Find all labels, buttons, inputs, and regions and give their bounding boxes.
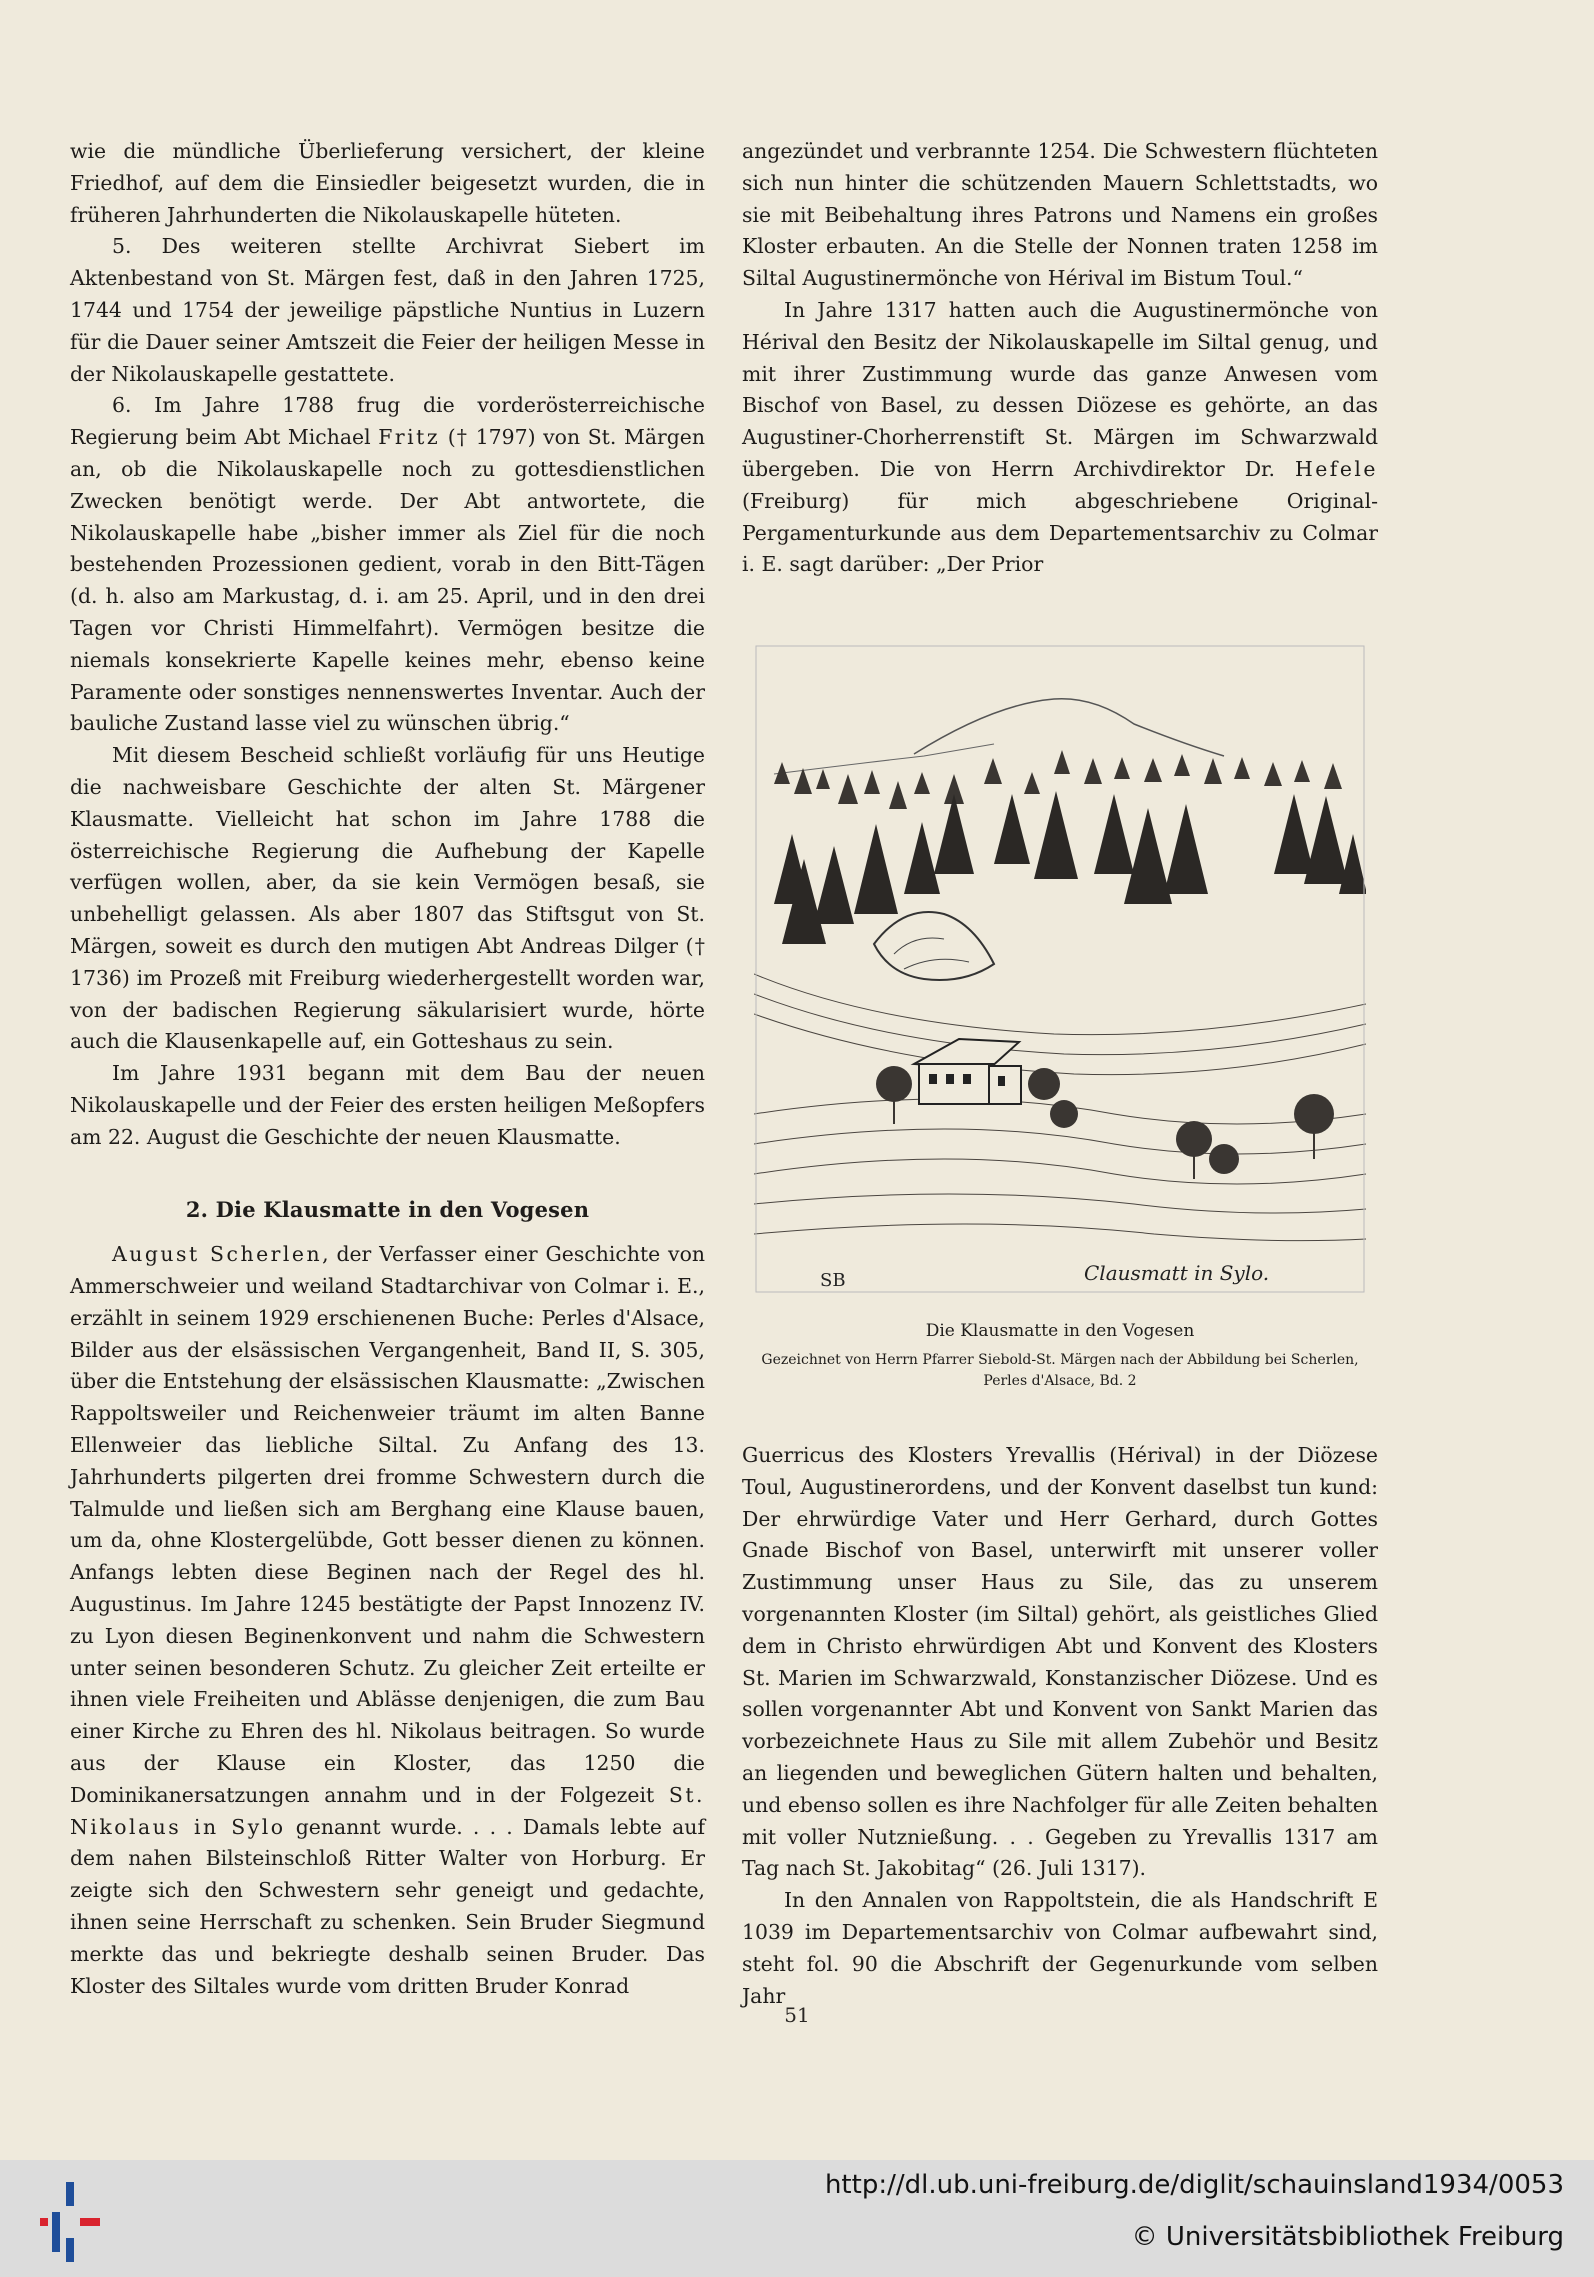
section-heading: 2. Die Klausmatte in den Vogesen — [185, 1196, 590, 1222]
text-run: genannt wurde. . . . Damals lebte auf dem nahen Bilsteinschloß Ritter Walter von Horburg. Er zeigte sich den Schwestern sehr geneigt und gedachte, ihnen seine Herrschaft zu schenken. Sein Bruder Siegmund merkte das und bekriegte deshalb seinen Bruder. Das Kloster des Siltales wurde vom dritten Bruder Konrad — [70, 1814, 705, 1998]
text-run: In Jahre 1317 hatten auch die Augustinermönche von Hérival den Besitz der Nikolauskapelle im Siltal genug, und mit ihrer Zustimmung wurde das ganze Anwesen vom Bischof von Basel, zu dessen Diözese es gehörte, an das Augustiner-Chorherrenstift St. Märgen im Schwarzwald übergeben. Die von Herrn Archivdirektor Dr. — [742, 297, 1378, 481]
text-run: , der Verfasser einer Geschichte von Ammerschweier und weiland Stadtarchivar von Colmar i. E., erzählt in seinem 1929 erschienenen Buche: Perles d'Alsace, Bilder aus der elsässischen Vergangenheit, Band II, S. 305, über die Entstehung der elsässischen Klausmatte: „Zwischen Rappoltsweiler und Reichenweier träumt im alten Banne Ellenweier das liebliche Siltal. Zu Anfang des 13. Jahrhunderts pilgerten drei fromme Schwestern durch die Talmulde und ließen sich am Berghang eine Klause bauen, um da, ohne Klostergelübde, Gott besser dienen zu können. Anfangs lebten diese Beginen nach der Regel des hl. Augustinus. Im Jahre 1245 bestätigte der Papst Innozenz IV. zu Lyon diesen Beginenkonvent und nahm die Schwestern unter seinen besonderen Schutz. Zu gleicher Zeit erteilte er ihnen viele Freiheiten und Ablässe denjenigen, die zum Bau einer Kirche zu Ehren des hl. Nikolaus beitragen. So wurde aus der Klause ein Kloster, das 1250 die Dominikanersatzungen annahm und in der Folgezeit — [70, 1242, 705, 1807]
paragraph: Guerricus des Klosters Yrevallis (Hérival) in der Diözese Toul, Augustinerordens, und der Konvent daselbst tun kund: Der ehrwürdige Vater und Herr Gerhard, durch Gottes Gnade Bischof von Basel, unterwirft mit unserer voller Zustimmung unser Haus zu Sile, das zu unserem vorgenannten Kloster (im Siltal) gehört, als geistliches Glied dem in Christo ehrwürdigen Abt und Konvent des Klosters St. Marien im Schwarzwald, Konstanzischer Diözese. Und es sollen vorgenannter Abt und Konvent von Sankt Marien das vorbezeichnete Haus zu Sile mit allem Zubehör und Besitz an liegenden und beweglichen Gütern halten und behalten, und ebenso sollen es ihre Nachfolger für alle Zeiten behalten mit voller Nutznießung. . . Gegeben zu Yrevallis 1317 am Tag nach St. Jakobitag“ (26. Juli 1317). — [742, 1443, 1378, 1881]
paragraph: wie die mündliche Überlieferung versichert, der kleine Friedhof, auf dem die Einsiedler beigesetzt wurden, die in früheren Jahrhunderten die Nikolauskapelle hüteten. — [70, 139, 705, 227]
source-url[interactable]: http://dl.ub.uni-freiburg.de/diglit/schauinsland1934/0053 — [824, 2170, 1564, 2200]
paragraph: In den Annalen von Rappoltstein, die als Handschrift E 1039 im Departementsarchiv von Colmar aufbewahrt sind, steht fol. 90 die Abschrift der Gegenurkunde vom selben Jahr — [742, 1888, 1378, 2008]
paragraph: angezündet und verbrannte 1254. Die Schwestern flüchteten sich nun hinter die schützenden Mauern Schlettstadts, wo sie mit Beibehaltung ihres Patrons und Namens ein großes Kloster erbauten. An die Stelle der Nonnen traten 1258 im Siltal Augustinermönche von Hérival im Bistum Toul.“ — [742, 139, 1378, 291]
paragraph: Im Jahre 1931 begann mit dem Bau der neuen Nikolauskapelle und der Feier des ersten heiligen Meßopfers am 22. August die Geschichte der neuen Klausmatte. — [70, 1061, 705, 1149]
person-name: Hefele — [1294, 456, 1378, 481]
credit-line: Perles d'Alsace, Bd. 2 — [983, 1373, 1137, 1389]
library-footer — [0, 2160, 1594, 2277]
text-run: († 1797) von St. Märgen an, ob die Nikolauskapelle noch zu gottesdienstlichen Zwecken benötigt werde. Der Abt antwortete, die Nikolauskapelle habe „bisher immer als Ziel für die noch bestehenden Prozessionen gedient, vorab in den Bitt-Tägen (d. h. also am Markustag, d. i. am 25. April, und in den drei Tagen vor Christi Himmelfahrt). Vermögen besitze die niemals konsekrierte Kapelle keines mehr, ebenso keine Paramente oder sonstiges nennenswertes Inventar. Auch der bauliche Zustand lasse viel zu wünschen übrig.“ — [70, 425, 705, 736]
paragraph — [70, 1239, 705, 2002]
library-logo-icon — [40, 2182, 100, 2262]
paragraph — [70, 390, 705, 740]
landscape-illustration — [742, 618, 1378, 1410]
right-column-upper — [742, 136, 1378, 581]
person-name: Fritz — [378, 425, 441, 450]
figure-credit — [742, 1350, 1378, 1392]
paragraph: Mit diesem Bescheid schließt vorläufig für uns Heutige die nachweisbare Geschichte der alten St. Märgener Klausmatte. Vielleicht hat schon im Jahre 1788 die österreichische Regierung die Aufhebung der Kapelle verfügen wollen, aber, da sie kein Vermögen besaß, sie unbehelligt gelassen. Als aber 1807 das Stiftsgut von St. Märgen, soweit es durch den mutigen Abt Andreas Dilger († 1736) im Prozeß mit Freiburg wiederhergestellt worden war, von der badischen Regierung säkularisiert wurde, hörte auch die Klausenkapelle auf, ein Gotteshaus zu sein. — [70, 743, 705, 1054]
text-run: (Freiburg) für mich abgeschriebene Original-Pergamenturkunde aus dem Departementsarchiv zu Colmar i. E. sagt darüber: „Der Prior — [742, 488, 1378, 577]
paragraph — [742, 295, 1378, 581]
ink-drawing — [754, 644, 1366, 1294]
page-number: 51 — [784, 2003, 810, 2027]
copyright-notice: © Universitätsbibliothek Freiburg — [1131, 2222, 1564, 2252]
artist-monogram: SB — [820, 1270, 846, 1291]
credit-line: Gezeichnet von Herrn Pfarrer Siebold-St. Märgen nach der Abbildung bei Scherlen, — [761, 1352, 1359, 1368]
drawing-signature: Clausmatt in Sylo. — [1084, 1261, 1270, 1285]
left-column — [70, 136, 705, 2002]
figure-caption: Die Klausmatte in den Vogesen — [925, 1321, 1195, 1341]
place-name: St. Nikolaus in Sylo — [70, 1782, 705, 1839]
right-column-lower — [742, 1440, 1378, 2012]
paragraph: 5. Des weiteren stellte Archivrat Siebert im Aktenbestand von St. Märgen fest, daß in den Jahren 1725, 1744 und 1754 der jeweilige päpstliche Nuntius in Luzern für die Dauer seiner Amtszeit die Feier der heiligen Messe in der Nikolauskapelle gestattete. — [70, 234, 705, 386]
text-run: 6. Im Jahre 1788 frug die vorderösterreichische Regierung beim Abt Michael — [70, 393, 705, 450]
person-name: August Scherlen — [112, 1242, 323, 1267]
